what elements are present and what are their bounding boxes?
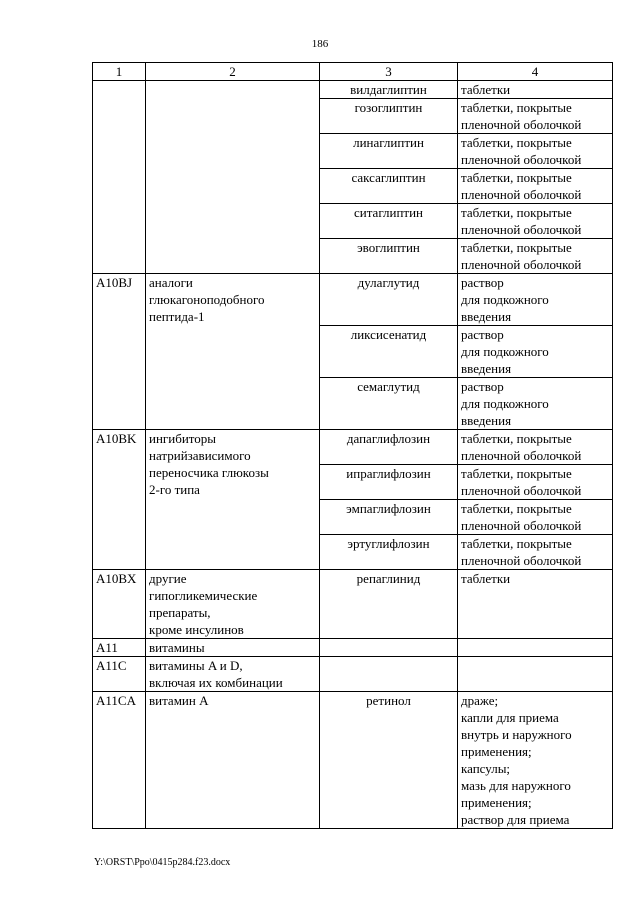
drug-name-cell: репаглинид	[320, 570, 458, 639]
atc-code-cell: A10BK	[93, 430, 146, 570]
table-header-row	[93, 63, 613, 81]
dosage-form-cell: таблетки, покрытые пленочной оболочкой	[458, 500, 613, 535]
atc-code-cell: A11CA	[93, 692, 146, 829]
atc-code-cell	[93, 81, 146, 274]
drug-table	[92, 62, 613, 829]
group-name-cell: ингибиторы натрийзависимого переносчика глюкозы 2-го типа	[146, 430, 320, 570]
group-name-cell: витамин A	[146, 692, 320, 829]
drug-name-cell: ликсисенатид	[320, 326, 458, 378]
atc-code-cell: A11	[93, 639, 146, 657]
drug-name-cell: дапаглифлозин	[320, 430, 458, 465]
drug-name-cell: ретинол	[320, 692, 458, 829]
drug-name-cell: гозоглиптин	[320, 99, 458, 134]
header-col-4: 4	[458, 63, 613, 81]
group-name-cell: аналоги глюкагоноподобного пептида-1	[146, 274, 320, 430]
dosage-form-cell: таблетки, покрытые пленочной оболочкой	[458, 535, 613, 570]
group-name-cell: витамины A и D, включая их комбинации	[146, 657, 320, 692]
group-name-cell	[146, 81, 320, 274]
drug-name-cell: ипраглифлозин	[320, 465, 458, 500]
page-number: 186	[311, 38, 329, 50]
drug-name-cell: семаглутид	[320, 378, 458, 430]
drug-name-cell: вилдаглиптин	[320, 81, 458, 99]
dosage-form-cell: таблетки, покрытые пленочной оболочкой	[458, 99, 613, 134]
header-col-3: 3	[320, 63, 458, 81]
document-path-footer: Y:\ORST\Ppo\0415p284.f23.docx	[94, 857, 231, 868]
table-row	[93, 639, 613, 657]
table-row	[93, 570, 613, 639]
drug-name-cell: эвоглиптин	[320, 239, 458, 274]
dosage-form-cell: таблетки, покрытые пленочной оболочкой	[458, 169, 613, 204]
table-row	[93, 692, 613, 829]
drug-name-cell: дулаглутид	[320, 274, 458, 326]
group-name-cell: другие гипогликемические препараты, кроме инсулинов	[146, 570, 320, 639]
dosage-form-cell: таблетки	[458, 81, 613, 99]
drug-name-cell: эртуглифлозин	[320, 535, 458, 570]
table-row	[93, 274, 613, 326]
drug-name-cell	[320, 657, 458, 692]
atc-code-cell: A10BX	[93, 570, 146, 639]
dosage-form-cell: таблетки, покрытые пленочной оболочкой	[458, 204, 613, 239]
header-col-1: 1	[93, 63, 146, 81]
dosage-form-cell	[458, 657, 613, 692]
dosage-form-cell	[458, 639, 613, 657]
dosage-form-cell: раствор для подкожного введения	[458, 274, 613, 326]
table-row	[93, 657, 613, 692]
drug-name-cell: эмпаглифлозин	[320, 500, 458, 535]
drug-name-cell: линаглиптин	[320, 134, 458, 169]
atc-code-cell: A11C	[93, 657, 146, 692]
dosage-form-cell: таблетки, покрытые пленочной оболочкой	[458, 239, 613, 274]
drug-name-cell: саксаглиптин	[320, 169, 458, 204]
drug-name-cell: ситаглиптин	[320, 204, 458, 239]
atc-code-cell: A10BJ	[93, 274, 146, 430]
dosage-form-cell: таблетки, покрытые пленочной оболочкой	[458, 430, 613, 465]
table-row	[93, 430, 613, 465]
drug-name-cell	[320, 639, 458, 657]
dosage-form-cell: раствор для подкожного введения	[458, 378, 613, 430]
dosage-form-cell: таблетки, покрытые пленочной оболочкой	[458, 465, 613, 500]
table-row	[93, 81, 613, 99]
dosage-form-cell: драже; капли для приема внутрь и наружного применения; капсулы; мазь для наружного применения; раствор для приема	[458, 692, 613, 829]
dosage-form-cell: таблетки	[458, 570, 613, 639]
dosage-form-cell: таблетки, покрытые пленочной оболочкой	[458, 134, 613, 169]
dosage-form-cell: раствор для подкожного введения	[458, 326, 613, 378]
group-name-cell: витамины	[146, 639, 320, 657]
header-col-2: 2	[146, 63, 320, 81]
